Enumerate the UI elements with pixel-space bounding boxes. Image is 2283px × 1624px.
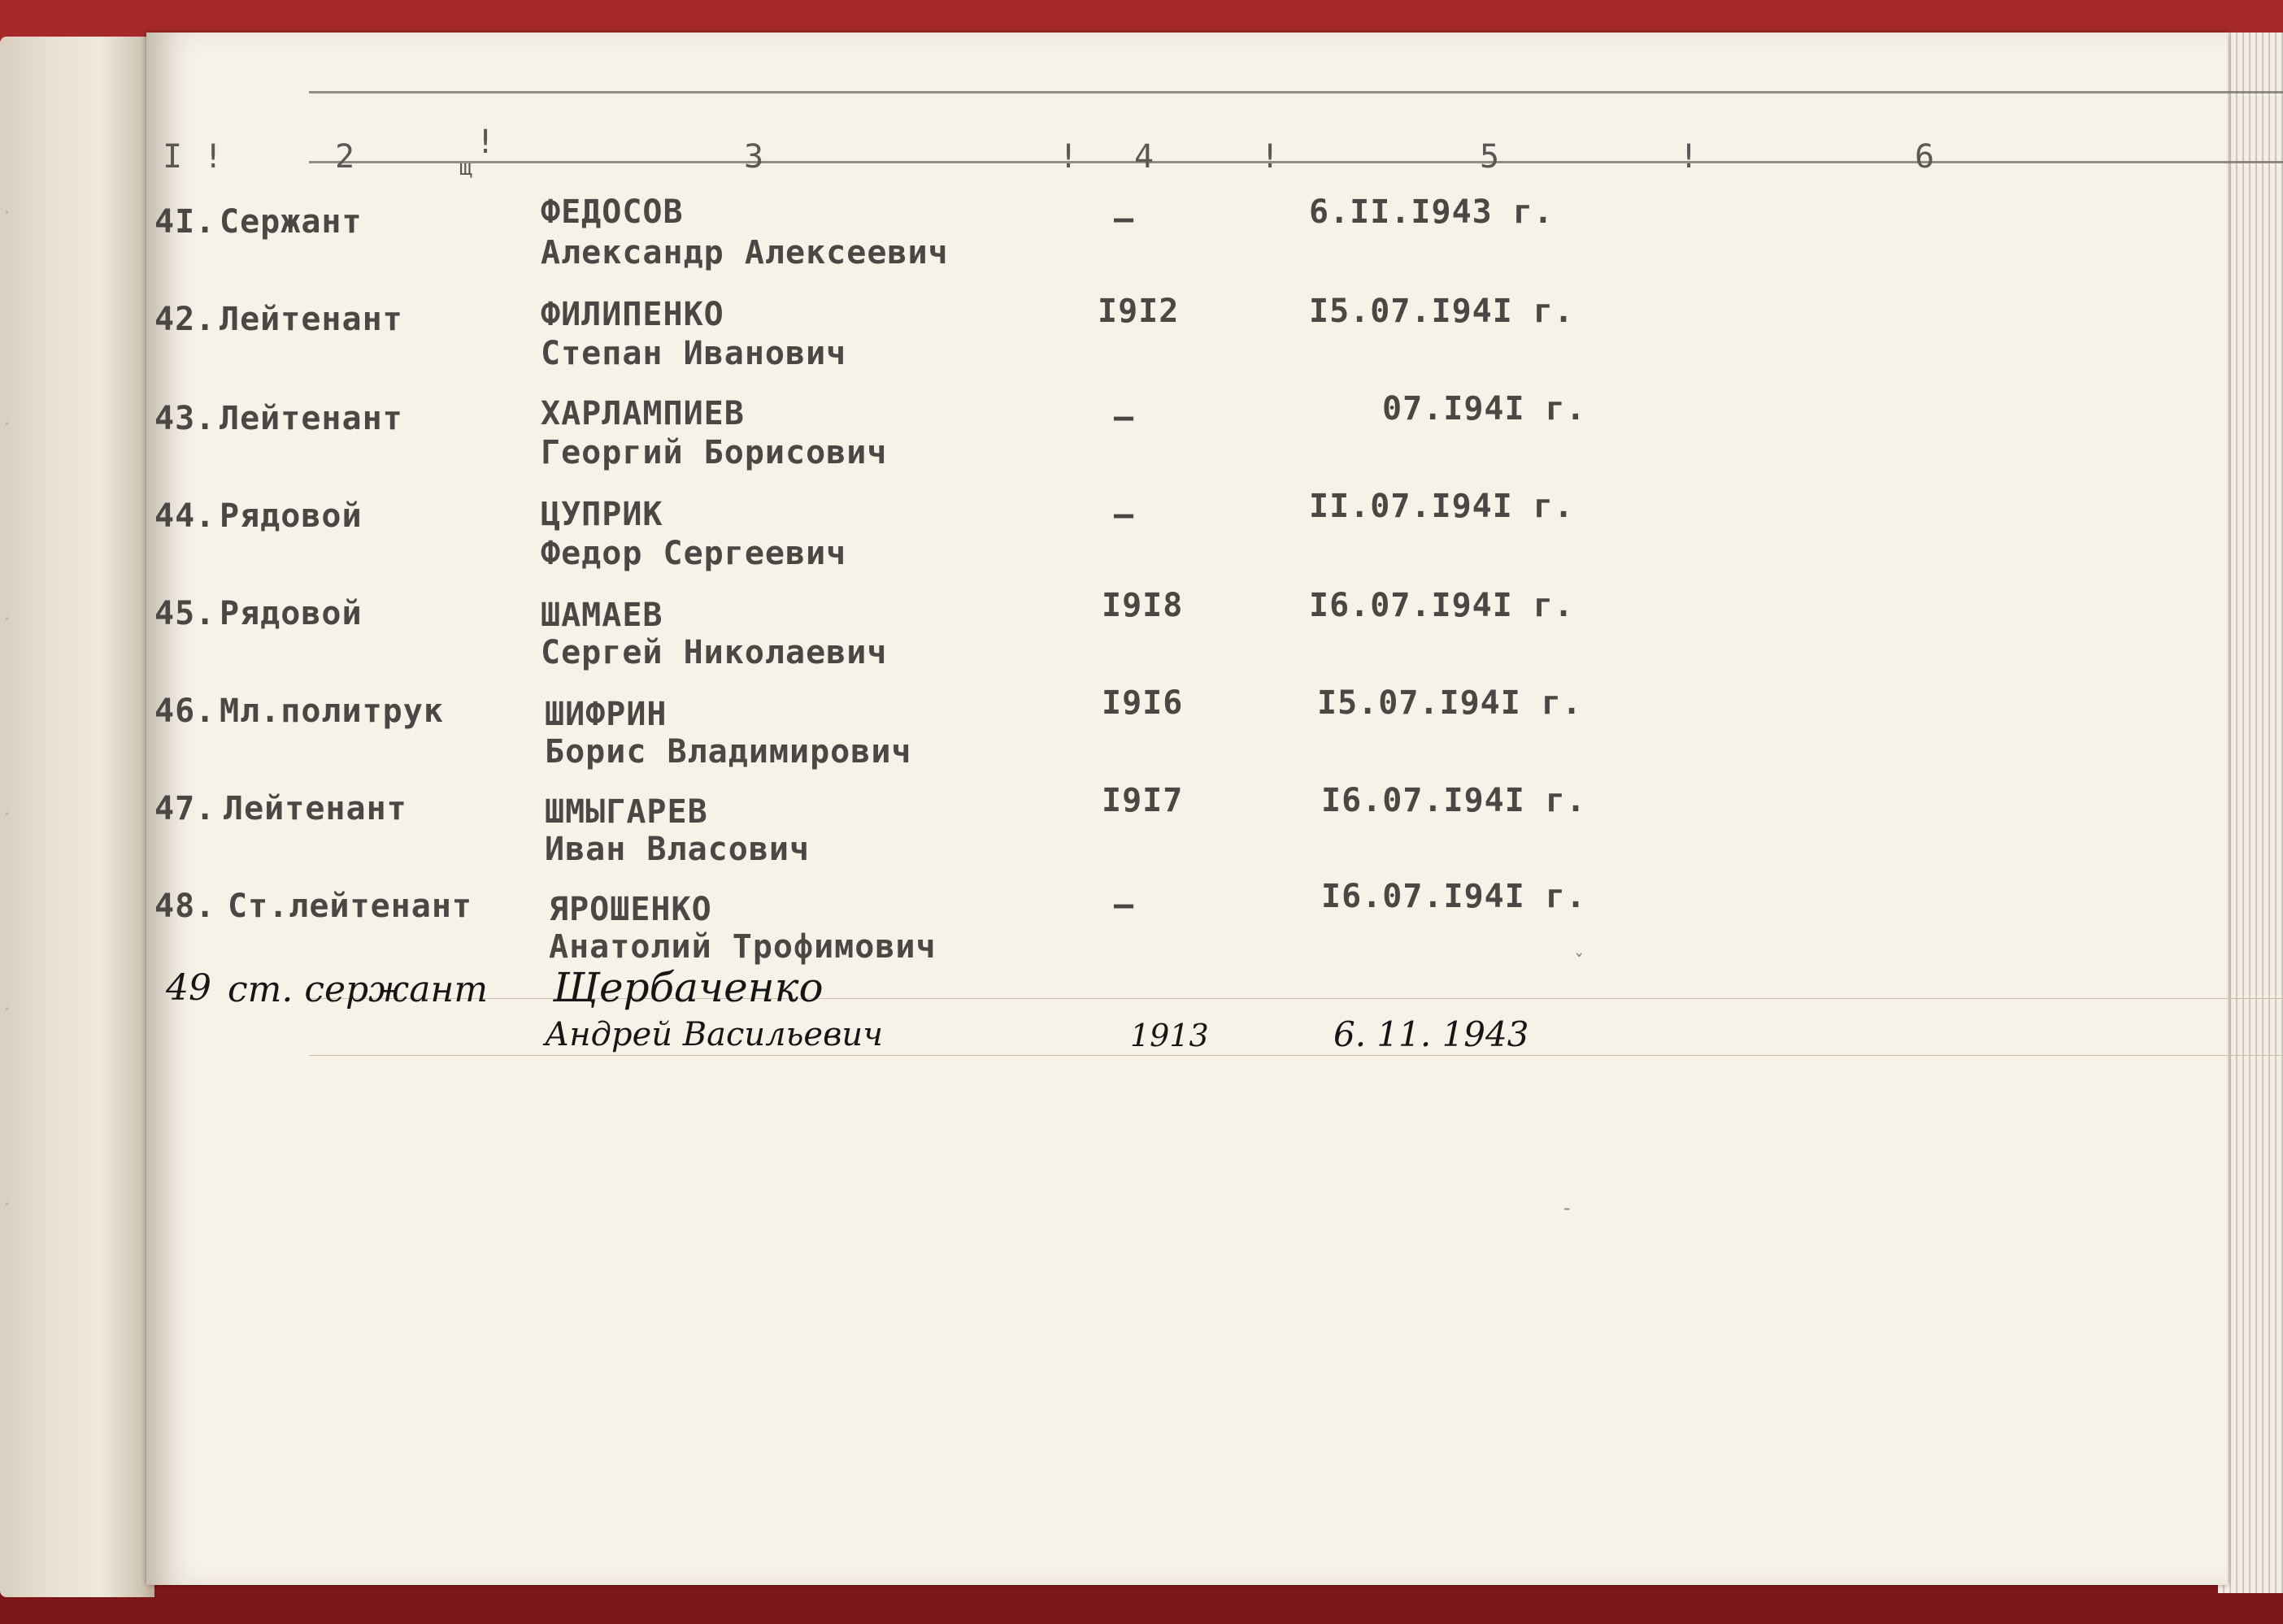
list-item [146,390,2228,497]
entry-date: I5.07.I94I г. [1309,293,1575,330]
left-page-edge [0,37,154,1597]
entry-birth-year: I9I2 [1098,293,1180,330]
header-mark: щ [459,156,473,180]
entry-given-names: Анатолий Трофимович [549,928,937,966]
stray-mark: - [1561,1196,1574,1219]
header-separator: ! [1679,138,1700,176]
left-page-mark: · [3,199,11,226]
entry-rank: Лейтенант [220,301,403,338]
entry-given-names: Борис Владимирович [545,733,912,771]
entry-surname: ФИЛИПЕНКО [541,296,724,333]
header-col-4: 4 [1134,138,1155,176]
entry-date: I6.07.I94I г. [1309,587,1575,624]
entry-rank: Лейтенант [220,400,403,437]
entry-given-names: Александр Алексеевич [541,234,949,271]
header-col-3: 3 [744,138,765,176]
entry-surname: ЯРОШЕНКО [549,891,712,928]
left-page-mark: · [3,410,11,437]
handwritten-birth-year: 1913 [1130,1018,1209,1053]
entry-date: 6.II.I943 г. [1309,193,1554,231]
entry-number: 4I. [154,203,216,241]
entry-surname: ЦУПРИК [541,496,663,533]
entry-surname: ШИФРИН [545,696,668,733]
register-page [146,33,2228,1585]
entry-number: 43. [154,400,216,437]
entry-number: 48. [154,888,216,925]
entry-given-names: Сергей Николаевич [541,634,888,671]
entry-birth-year: — [1114,200,1135,237]
handwritten-given-names: Андрей Васильевич [545,1016,883,1053]
entry-number: 44. [154,497,216,535]
entry-date: II.07.I94I г. [1309,488,1575,525]
header-col-6: 6 [1915,138,1936,176]
entry-given-names: Степан Иванович [541,335,847,372]
handwritten-surname: Щербаченко [553,964,824,1011]
handwriting-guide-line [309,1055,2283,1056]
entry-date: I6.07.I94I г. [1321,878,1587,915]
entry-birth-year: I9I7 [1102,782,1184,819]
entry-surname: ХАРЛАМПИЕВ [541,395,745,432]
entry-number: 47. [154,790,216,827]
header-col-1: I ! [163,138,224,176]
header-col-2: 2 [335,138,356,176]
left-page-mark: · [3,1191,11,1218]
entry-number: 46. [154,693,216,730]
entry-date: 07.I94I г. [1382,390,1586,428]
left-page-mark: · [3,801,11,827]
header-separator: ! [1059,138,1080,176]
handwritten-rank: ст. сержант [228,969,489,1010]
entry-date: I5.07.I94I г. [1317,684,1583,722]
entry-surname: ШАМАЕВ [541,597,663,634]
list-item [146,293,2228,398]
entry-date: I6.07.I94I г. [1321,782,1587,819]
entry-rank: Рядовой [220,595,363,632]
entry-rank: Рядовой [220,497,363,535]
entry-birth-year: I9I8 [1102,587,1184,624]
list-item [146,782,2228,888]
handwritten-number: 49 [166,967,211,1009]
entry-rank: Мл.политрук [220,693,444,730]
left-page-mark: · [3,606,11,632]
entry-number: 42. [154,301,216,338]
list-item [146,193,2228,301]
header-separator: ! [1260,138,1281,176]
entry-surname: ФЕДОСОВ [541,193,684,231]
list-item [146,587,2228,693]
entry-given-names: Георгий Борисович [541,434,888,471]
entry-given-names: Федор Сергеевич [541,535,847,572]
entry-birth-year: — [1114,398,1135,436]
header-separator: ! [476,124,497,161]
entry-birth-year: I9I6 [1102,684,1184,722]
entry-rank: Сержант [220,203,363,241]
entry-birth-year: — [1114,496,1135,533]
stray-mark: ˇ [1573,951,1586,974]
entry-given-names: Иван Власович [545,831,811,868]
header-col-5: 5 [1480,138,1501,176]
entry-rank: Лейтенант [224,790,407,827]
entry-surname: ШМЫГАРЕВ [545,793,708,831]
entry-number: 45. [154,595,216,632]
entry-rank: Ст.лейтенант [228,888,472,925]
left-page-mark: · [3,996,11,1023]
page-stack-edge [2218,33,2283,1593]
entry-birth-year: — [1114,886,1135,923]
list-item [146,488,2228,595]
list-item [146,684,2228,790]
header-top-rule [309,91,2283,93]
handwritten-date: 6. 11. 1943 [1333,1014,1529,1054]
header-bottom-rule [309,161,2283,163]
